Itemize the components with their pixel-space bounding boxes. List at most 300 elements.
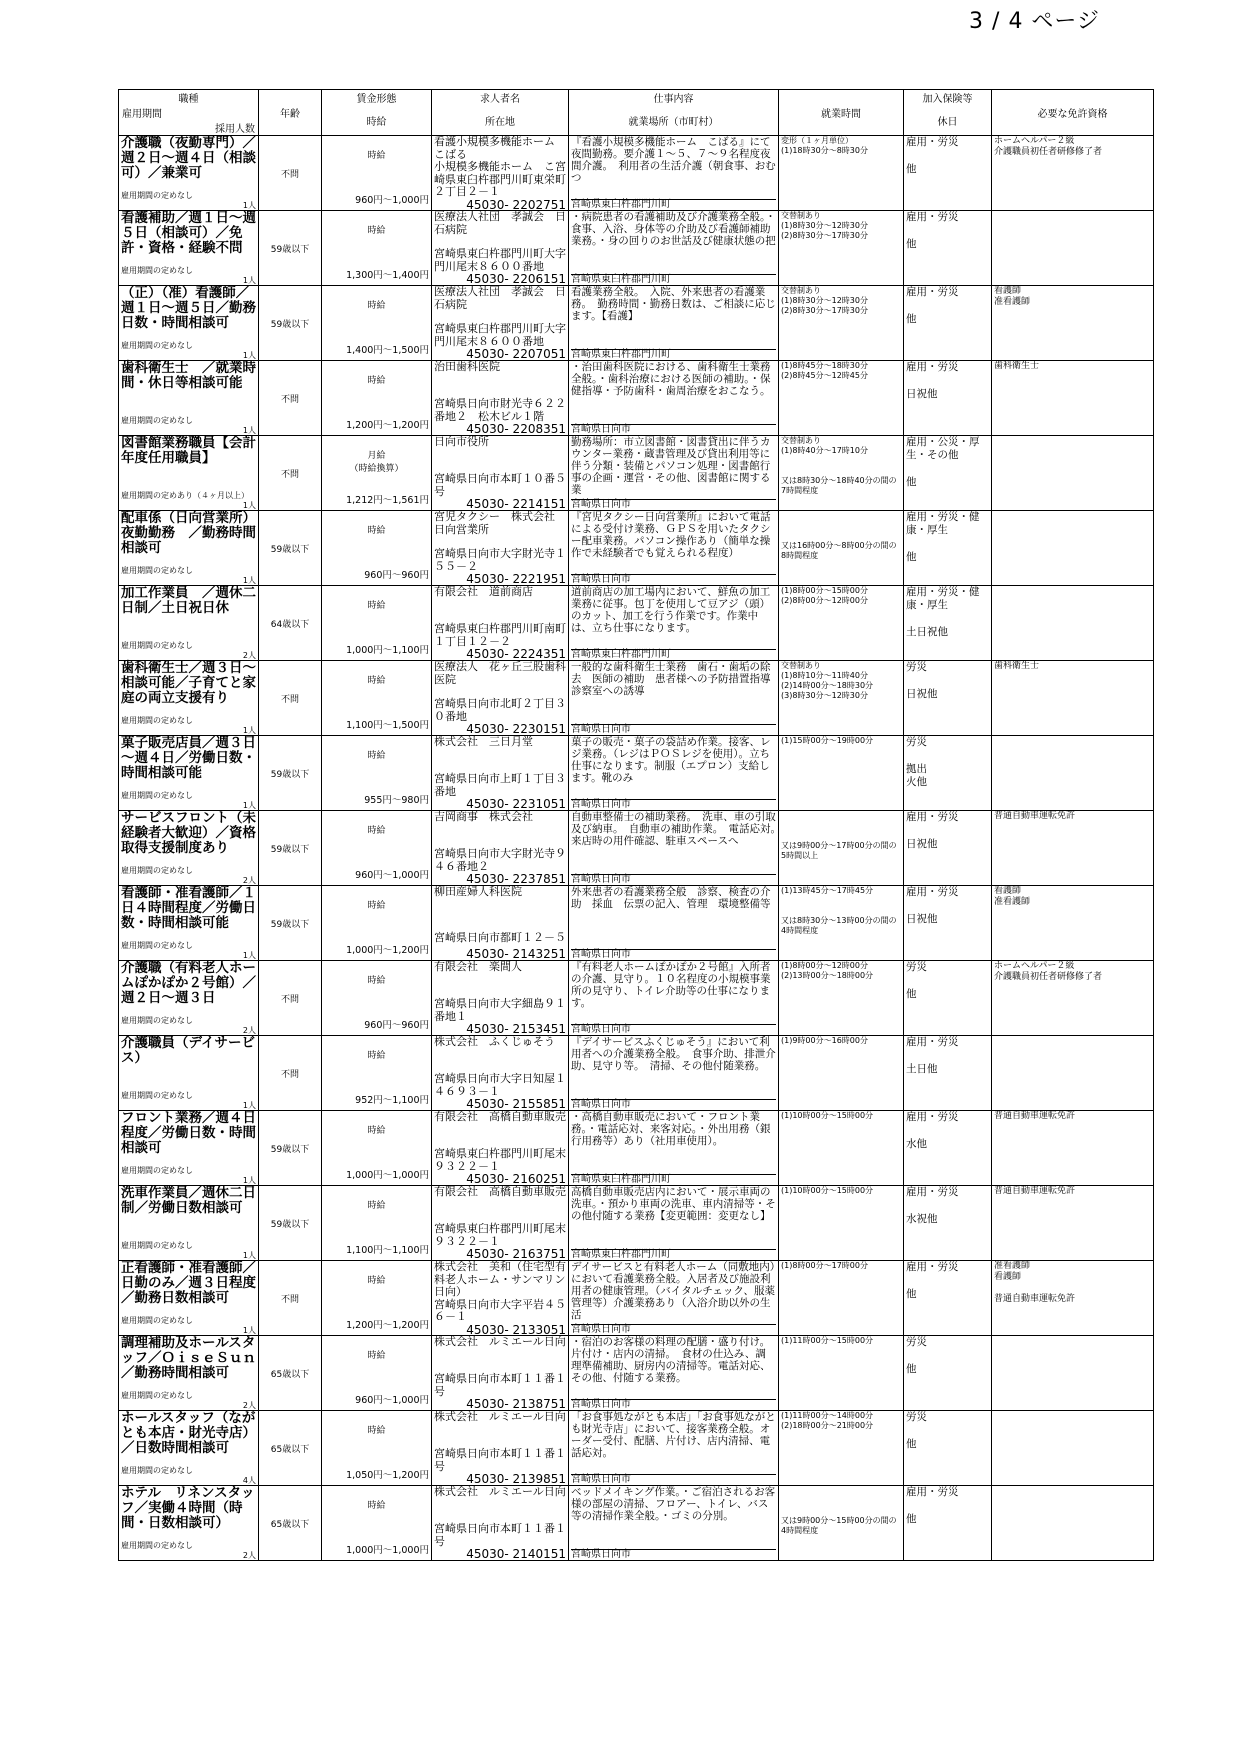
required-license — [992, 1036, 1154, 1111]
hiring-count: 2人 — [242, 1401, 256, 1410]
age-requirement: 65歳以下 — [259, 1336, 322, 1411]
job-content-cell — [569, 1186, 779, 1261]
insurance: 雇用・労災 — [906, 136, 959, 148]
wage-range: 960円～1,000円 — [355, 870, 429, 881]
insurance-cell — [904, 1111, 992, 1186]
header-label: 職種 — [178, 94, 199, 105]
working-hours: (1)8時00分～15時00分 (2)8時00分～12時00分 — [779, 586, 904, 661]
hiring-count: 1人 — [242, 951, 256, 960]
hiring-count: 2人 — [242, 651, 256, 660]
age-requirement: 59歳以下 — [259, 286, 322, 361]
job-number: 45030- 2163751 — [466, 1247, 566, 1261]
holidays: 拠出 火他 — [906, 763, 927, 788]
job-title: 菓子販売店員／週３日～週４日／労働日数・時間相談可能 — [121, 735, 256, 781]
job-description: 高橋自動車販売店内において・展示車両の洗車。・預かり車両の洗車、車内清掃等・その他付随する業務【変更範囲：変更なし】 — [571, 1186, 776, 1222]
job-content-cell — [569, 811, 787, 886]
age-requirement: 59歳以下 — [259, 1111, 322, 1186]
employer-address: 宮崎県日向市大字日知屋１４６９３－１ — [434, 1072, 566, 1098]
holidays: 他 — [906, 551, 917, 563]
insurance: 労災 — [906, 1336, 927, 1348]
employer-cell — [432, 1486, 569, 1561]
job-title: 介護職（有料老人ホームぽかぽか２号館）／週２日～週３日 — [121, 960, 256, 1006]
age-requirement: 不問 — [259, 961, 322, 1036]
employer-cell — [432, 586, 569, 661]
wage-range: 1,000円～1,100円 — [346, 645, 429, 656]
insurance-cell — [904, 736, 992, 811]
job-number: 45030- 2206151 — [466, 272, 566, 286]
holidays: 日祝他 — [906, 838, 938, 850]
wage-cell — [322, 1111, 432, 1186]
insurance-cell — [904, 436, 992, 511]
required-license: 歯科衛生士 — [992, 361, 1154, 436]
insurance: 雇用・労災 — [906, 1261, 959, 1273]
holidays: 他 — [906, 1438, 917, 1450]
employer-address: 宮崎県東臼杵郡門川町大字門川尾末８６００番地 — [434, 247, 566, 273]
job-content-cell — [569, 1486, 779, 1561]
age-requirement: 不問 — [259, 361, 322, 436]
job-number: 45030- 2140151 — [466, 1547, 566, 1561]
job-description: ・治田歯科医院における、歯科衛生士業務全般。・歯科治療における医師の補助。・保健指導・予防歯科・歯周治療をおこなう。 — [571, 361, 771, 397]
job-title: 歯科衛生士／週３日～相談可能／子育てと家庭の両立支援有り — [121, 660, 256, 706]
job-content-cell — [569, 1411, 779, 1486]
job-content-cell — [569, 1036, 779, 1111]
age-requirement: 不問 — [259, 1261, 322, 1336]
age-requirement: 59歳以下 — [259, 511, 322, 586]
employer-name: 医療法人社団 孝誠会 日石病院 — [434, 285, 566, 311]
insurance-cell — [904, 811, 992, 886]
job-title-cell — [119, 286, 259, 361]
working-hours: (1)11時00分～15時00分 — [779, 1336, 904, 1411]
insurance: 雇用・労災 — [906, 1186, 959, 1198]
employer-name: 株式会社 ふくじゅそう — [434, 1035, 555, 1048]
table-row — [119, 1411, 1154, 1486]
job-description: ・宿泊のお客様の料理の配膳・盛り付け。片付け・店内の清掃。 食材の仕込み、調理準備補助、厨房内の清掃等。電話対応、その他、付随する業務。 — [571, 1336, 771, 1384]
job-title: 正看護師・准看護師／日勤のみ／週３日程度／勤務日数相談可 — [121, 1260, 256, 1306]
insurance: 労災 — [906, 961, 927, 973]
employer-name: 治田歯科医院 — [434, 360, 500, 373]
working-hours: (1)13時45分～17時45分 又は8時30分～13時00分の間の4時間程度 — [779, 886, 904, 961]
employer-cell — [432, 1411, 569, 1486]
working-hours: (1)9時00分～16時00分 — [779, 1036, 904, 1111]
wage-range: 960円～960円 — [364, 570, 429, 581]
work-location: 宮崎県日向市 — [571, 724, 776, 735]
wage-type: 時給 — [367, 976, 386, 986]
work-location: 宮崎県東臼杵郡門川町 — [571, 1249, 776, 1260]
table-row — [119, 1261, 1154, 1336]
work-location: 宮崎県東臼杵郡門川町 — [571, 1174, 776, 1185]
insurance-cell — [904, 286, 992, 361]
work-location: 宮崎県東臼杵郡門川町 — [571, 199, 776, 210]
employer-name: 有限会社 高橋自動車販売 — [434, 1185, 566, 1198]
insurance-cell — [904, 1336, 992, 1411]
employer-address: 宮崎県日向市都町１２－５ — [434, 931, 566, 944]
work-location: 宮崎県日向市 — [571, 574, 776, 585]
job-title: 看護師・准看護師／１日４時間程度／労働日数・時間相談可能 — [121, 885, 256, 931]
employer-name: 株式会社 ルミエール日向 — [434, 1335, 566, 1348]
work-location: 宮崎県日向市 — [571, 1549, 776, 1560]
table-row — [119, 211, 1154, 286]
insurance: 雇用・労災・健康・厚生 — [906, 586, 980, 611]
wage-range: 1,000円～1,000円 — [346, 1170, 429, 1181]
table-row — [119, 1111, 1154, 1186]
wage-type: 時給 — [367, 826, 386, 836]
job-number: 45030- 2231051 — [466, 797, 566, 811]
job-content-cell — [569, 661, 779, 736]
insurance-cell — [904, 136, 992, 211]
age-requirement: 65歳以下 — [259, 1486, 322, 1561]
employment-period: 雇用期間の定めあり（４ヶ月以上） — [121, 491, 249, 500]
job-title-cell — [119, 436, 259, 511]
employer-name: 株式会社 ルミエール日向 — [434, 1485, 566, 1498]
hiring-count: 1人 — [242, 1101, 256, 1110]
hiring-count: 1人 — [242, 426, 256, 435]
job-description: ・病院患者の看護補助及び介護業務全般。・食事、入浴、身体等の介助及び看護師補助業務。・身の回りのお世話及び健康状態の把 — [571, 211, 776, 247]
wage-range: 1,212円～1,561円 — [346, 495, 429, 506]
employer-cell — [432, 511, 569, 586]
working-hours: 交替制あり (1)8時40分～17時10分 又は8時30分～18時40分の間の7時間程度 — [779, 436, 904, 511]
wage-range: 1,000円～1,000円 — [346, 1545, 429, 1556]
header-job-title — [119, 90, 259, 136]
table-row — [119, 661, 1154, 736]
employer-address: 宮崎県日向市大字平岩４５６－１ — [434, 1297, 566, 1323]
insurance: 雇用・公災・厚生・その他 — [906, 436, 980, 461]
job-title-cell — [119, 136, 259, 211]
table-row — [119, 1486, 1154, 1561]
job-description: 外来患者の看護業務全般 診察、検査の介助 採血 伝票の記入、管理 環境整備等 — [571, 886, 771, 910]
wage-cell — [322, 811, 432, 886]
job-title: 歯科衛生士 ／就業時間・休日等相談可能 — [121, 360, 256, 391]
job-title-cell — [119, 961, 259, 1036]
hiring-count: 2人 — [242, 1026, 256, 1035]
wage-range: 960円～1,000円 — [355, 1395, 429, 1406]
insurance-cell — [904, 886, 992, 961]
wage-cell — [322, 961, 432, 1036]
required-license — [992, 1411, 1154, 1486]
wage-type: 時給 — [367, 901, 386, 911]
job-title-cell — [119, 1336, 259, 1411]
job-title: 介護職員（デイサービス） — [121, 1035, 256, 1066]
wage-range: 952円～1,100円 — [355, 1095, 429, 1106]
working-hours: 又は9時00分～17時00分の間の5時間以上 — [779, 811, 904, 886]
job-title: 看護補助／週１日～週５日（相談可）／免許・資格・経験不問 — [121, 210, 256, 256]
job-title: 調理補助及ホールスタッフ／ＯｉｓｅＳｕｎ／勤務時間相談可 — [121, 1335, 256, 1381]
table-row — [119, 586, 1154, 661]
required-license — [992, 736, 1154, 811]
working-hours: (1)15時00分～19時00分 — [779, 736, 904, 811]
work-location: 宮崎県東臼杵郡門川町 — [571, 274, 776, 285]
job-title: ホールスタッフ（ながとも本店・財光寺店）／日数時間相談可 — [121, 1410, 256, 1456]
insurance: 雇用・労災 — [906, 886, 959, 898]
job-description: 『有料老人ホームぽかぽか２号館』入所者の介護、見守り。１０名程度の小規模事業所の見守り、トイレ介助等の仕事になります。 — [571, 961, 771, 1009]
age-requirement: 64歳以下 — [259, 586, 322, 661]
holidays: 他 — [906, 1363, 917, 1375]
insurance-cell — [904, 1261, 992, 1336]
wage-type: 時給 — [367, 1126, 386, 1136]
wage-type: 時給 — [367, 601, 386, 611]
wage-type: 時給 — [367, 376, 386, 386]
wage-cell — [322, 1036, 432, 1111]
wage-cell — [322, 736, 432, 811]
hiring-count: 2人 — [242, 1551, 256, 1560]
job-title-cell — [119, 1486, 259, 1561]
insurance-cell — [904, 361, 992, 436]
required-license — [992, 436, 1154, 511]
table-row — [119, 811, 1154, 886]
employer-cell — [432, 1261, 569, 1336]
wage-cell — [322, 361, 432, 436]
work-location: 宮崎県日向市 — [571, 1399, 776, 1410]
employment-period: 雇用期間の定めなし — [121, 1316, 193, 1325]
wage-type: 時給 — [367, 676, 386, 686]
employer-cell — [432, 811, 569, 886]
header-label: 所在地 — [485, 117, 515, 128]
required-license — [992, 1486, 1154, 1561]
hiring-count: 1人 — [242, 801, 256, 810]
required-license: 普通自動車運転免許 — [992, 1111, 1154, 1186]
table-row — [119, 136, 1154, 211]
table-row — [119, 1186, 1154, 1261]
work-location: 宮崎県日向市 — [571, 424, 776, 435]
job-title: （正）（准）看護師／週１日～週５日／勤務日数・時間相談可 — [121, 285, 256, 331]
wage-cell — [322, 286, 432, 361]
job-number: 45030- 2155851 — [466, 1097, 566, 1111]
working-hours: (1)8時00分～17時00分 — [779, 1261, 904, 1336]
employer-cell — [432, 886, 569, 961]
header-label: 休日 — [937, 117, 958, 128]
employer-address: 宮崎県日向市上町１丁目３番地 — [434, 772, 566, 798]
employer-name: 医療法人社団 孝誠会 日石病院 — [434, 210, 566, 236]
table-row — [119, 361, 1154, 436]
insurance-cell — [904, 586, 992, 661]
wage-range: 1,050円～1,200円 — [346, 1470, 429, 1481]
insurance-cell — [904, 1036, 992, 1111]
employer-cell — [432, 661, 569, 736]
wage-cell — [322, 511, 432, 586]
wage-type: 時給 — [367, 1501, 386, 1511]
employer-cell — [432, 136, 569, 211]
job-title: 洗車作業員／週休二日制／労働日数相談可 — [121, 1185, 256, 1216]
employment-period: 雇用期間の定めなし — [121, 941, 193, 950]
employment-period: 雇用期間の定めなし — [121, 416, 193, 425]
hiring-count: 1人 — [242, 1176, 256, 1185]
work-location: 宮崎県日向市 — [571, 1024, 776, 1035]
job-title-cell — [119, 1186, 259, 1261]
job-number: 45030- 2202751 — [466, 197, 566, 212]
employer-address: 宮崎県日向市大字財光寺１５５－２ — [434, 547, 566, 573]
job-description: 菓子の販売・菓子の袋詰め作業。接客、レジ業務。（レジはＰＯＳレジを使用）。立ち仕事になります。制服（エプロン）支給します。靴のみ — [571, 736, 771, 784]
table-row — [119, 736, 1154, 811]
work-location: 宮崎県日向市 — [571, 499, 776, 510]
header-insurance — [904, 90, 992, 136]
wage-type: 時給 — [367, 1351, 386, 1361]
header-license: 必要な免許資格 — [992, 90, 1154, 136]
job-description: 「お食事処ながとも本店」「お食事処ながとも財光寺店」において、接客業務全般。オーダー受付、配膳、片付け、店内清掃、電話応対。 — [571, 1411, 776, 1459]
job-description: デイサービスと有料老人ホーム（同敷地内）において看護業務全般。入居者及び施設利用者の健康管理。（バイタルチェック、服薬管理等）介護業務あり（入浴介助以外の生活 — [571, 1261, 776, 1321]
header-label: 採用人数 — [215, 124, 255, 135]
job-listings-table — [118, 89, 1154, 1561]
job-content-cell — [569, 1261, 779, 1336]
wage-type: 時給 — [367, 751, 386, 761]
table-row — [119, 1036, 1154, 1111]
age-requirement: 不問 — [259, 436, 322, 511]
header-job-content — [569, 90, 779, 136]
job-number: 45030- 2224351 — [466, 647, 566, 661]
required-license — [992, 586, 1154, 661]
working-hours: (1)8時45分～18時30分 (2)8時45分～12時45分 — [779, 361, 904, 436]
job-content-cell — [569, 136, 779, 211]
working-hours: (1)11時00分～14時00分 (2)18時00分～21時00分 — [779, 1411, 904, 1486]
holidays: 水他 — [906, 1138, 927, 1150]
employer-address: 宮崎県日向市本町１１番１号 — [434, 1522, 566, 1548]
wage-cell — [322, 1411, 432, 1486]
table-row — [119, 436, 1154, 511]
wage-range: 1,100円～1,500円 — [346, 720, 429, 731]
employer-cell — [432, 1111, 569, 1186]
employer-address: 宮崎県日向市大字細島９１番地１ — [434, 997, 566, 1023]
wage-cell — [322, 1186, 432, 1261]
holidays: 水祝他 — [906, 1213, 938, 1225]
working-hours: 又は16時00分～8時00分の間の8時間程度 — [779, 511, 904, 586]
page-number: 3 / 4 ページ — [969, 9, 1100, 34]
employer-cell — [432, 436, 569, 511]
work-location: 宮崎県日向市 — [571, 1324, 776, 1335]
job-description: 『看護小規模多機能ホーム こばる』にて夜間勤務。要介護１～５、７～９名程度夜間介護。 利用者の生活介護（朝食事、おむつ — [571, 136, 776, 184]
job-description: 自動車整備士の補助業務。 洗車、車の引取及び納車。 自動車の補助作業。 電話応対。 来店時の用件確認、駐車スペースへ — [571, 811, 787, 847]
job-number: 45030- 2133051 — [466, 1322, 566, 1337]
employment-period: 雇用期間の定めなし — [121, 566, 193, 575]
job-content-cell — [569, 1336, 779, 1411]
employer-address: 宮崎県東臼杵郡門川町南町１丁目１２－２ — [434, 622, 566, 648]
insurance-cell — [904, 211, 992, 286]
insurance: 労災 — [906, 1411, 927, 1423]
employer-name: 看護小規模多機能ホーム こばる — [434, 135, 566, 161]
job-number: 45030- 2143251 — [466, 947, 566, 961]
holidays: 土日祝他 — [906, 626, 948, 638]
employer-cell — [432, 736, 569, 811]
wage-range: 1,400円～1,500円 — [346, 345, 429, 356]
wage-type: 時給 — [367, 301, 386, 311]
age-requirement: 59歳以下 — [259, 736, 322, 811]
wage-cell — [322, 586, 432, 661]
wage-range: 1,000円～1,200円 — [346, 945, 429, 956]
wage-type: 時給 — [367, 526, 386, 536]
employer-address: 宮崎県日向市本町１１番１号 — [434, 1372, 566, 1398]
job-title-cell — [119, 1111, 259, 1186]
holidays: 他 — [906, 1513, 917, 1525]
wage-cell — [322, 136, 432, 211]
job-number: 45030- 2138751 — [466, 1397, 566, 1411]
holidays: 日祝他 — [906, 388, 938, 400]
employer-address: 宮崎県日向市大字財光寺９４６番地２ — [434, 847, 566, 873]
employer-address: 宮崎県日向市本町１１番１号 — [434, 1447, 566, 1473]
employer-name: 医療法人 花ヶ丘三股歯科医院 — [434, 660, 566, 686]
employment-period: 雇用期間の定めなし — [121, 266, 193, 275]
employer-cell — [432, 1186, 569, 1261]
required-license: 歯科衛生士 — [992, 661, 1154, 736]
wage-type: 時給 — [367, 1201, 386, 1211]
required-license — [992, 211, 1154, 286]
job-title-cell — [119, 361, 259, 436]
job-title-cell — [119, 211, 259, 286]
job-title: 配車係（日向営業所）夜勤勤務 ／勤務時間相談可 — [121, 510, 256, 556]
required-license: 看護師 准看護師 — [992, 286, 1154, 361]
employer-name: 有限会社 道前商店 — [434, 585, 533, 598]
employer-name: 宮児タクシー 株式会社 日向営業所 — [434, 510, 566, 536]
insurance-cell — [904, 1411, 992, 1486]
header-label: 就業場所（市町村） — [628, 117, 719, 128]
age-requirement: 59歳以下 — [259, 211, 322, 286]
hiring-count: 1人 — [242, 201, 256, 210]
insurance-cell — [904, 961, 992, 1036]
header-label: 賃金形態 — [356, 94, 397, 105]
employer-address: 小規模多機能ホーム こ宮崎県東臼杵郡門川町東栄町２丁目２－１ — [434, 160, 566, 198]
employer-name: 有限会社 楽間人 — [434, 960, 522, 973]
age-requirement: 59歳以下 — [259, 886, 322, 961]
insurance: 雇用・労災 — [906, 286, 959, 298]
employment-period: 雇用期間の定めなし — [121, 1016, 193, 1025]
job-title: ホテル リネンスタッフ／実働４時間（時間・日数相談可） — [121, 1485, 255, 1531]
required-license: 看護師 准看護師 — [992, 886, 1154, 961]
wage-range: 1,300円～1,400円 — [346, 270, 429, 281]
job-title-cell — [119, 886, 259, 961]
holidays: 他 — [906, 238, 917, 250]
employment-period: 雇用期間の定めなし — [121, 191, 193, 200]
employer-address: 宮崎県東臼杵郡門川町尾末９３２２－１ — [434, 1222, 566, 1248]
wage-range: 1,200円～1,200円 — [346, 420, 429, 431]
job-description: 一般的な歯科衛生士業務 歯石・歯垢の除去 医師の補助 患者様への予防措置指導 診察室への誘導 — [571, 661, 781, 697]
job-number: 45030- 2153451 — [466, 1022, 566, 1036]
wage-type: 時給 — [367, 1276, 386, 1286]
work-location: 宮崎県日向市 — [571, 874, 776, 885]
job-title-cell — [119, 736, 259, 811]
insurance-cell — [904, 1186, 992, 1261]
job-content-cell — [569, 586, 779, 661]
table-row — [119, 1336, 1154, 1411]
working-hours: 交替制あり (1)8時10分～11時40分 (2)14時00分～18時30分 (3)8時30分～12時30分 — [779, 661, 904, 736]
employer-address: 宮崎県東臼杵郡門川町大字門川尾末８６００番地 — [434, 322, 566, 348]
wage-cell — [322, 1261, 432, 1336]
wage-type: 時給 — [367, 226, 386, 236]
employment-period: 雇用期間の定めなし — [121, 791, 193, 800]
wage-type: 月給 （時給換算） — [349, 451, 404, 474]
hiring-count: 1人 — [242, 726, 256, 735]
header-label: 求人者名 — [480, 94, 520, 105]
job-description: 看護業務全般。 入院、外来患者の看護業務。 勤務時間・勤務日数は、ご相談に応じます。【看護】 — [571, 286, 776, 322]
job-description: 『デイサービスふくじゅそう』において利用者への介護業務全般。 食事介助、排泄介助、見守り等。 清掃、その他付随業務。 — [571, 1036, 776, 1072]
insurance: 労災 — [906, 661, 927, 673]
employer-name: 吉岡商事 株式会社 — [434, 810, 533, 823]
required-license: ホームヘルパー２級 介護職員初任者研修修了者 — [992, 136, 1154, 211]
working-hours: 変形（１ヶ月単位） (1)18時30分～8時30分 — [779, 136, 904, 211]
job-number: 45030- 2207051 — [466, 347, 566, 361]
job-title: 介護職（夜勤専門）／週２日～週４日（相談可）／兼業可 — [121, 135, 256, 181]
hiring-count: 4人 — [242, 1476, 256, 1485]
job-number: 45030- 2214151 — [466, 497, 566, 511]
employer-address: 宮崎県東臼杵郡門川町尾末９３２２－１ — [434, 1147, 566, 1173]
table-row — [119, 961, 1154, 1036]
employer-address: 宮崎県日向市本町１０番５号 — [434, 472, 566, 498]
insurance: 雇用・労災 — [906, 361, 959, 373]
working-hours: (1)10時00分～15時00分 — [779, 1111, 904, 1186]
job-title: 加工作業員 ／週休二日制／土日祝日休 — [121, 585, 256, 616]
job-title-cell — [119, 1411, 259, 1486]
job-content-cell — [569, 286, 779, 361]
employment-period: 雇用期間の定めなし — [121, 1166, 193, 1175]
job-content-cell — [569, 511, 779, 586]
age-requirement: 不問 — [259, 1036, 322, 1111]
employment-period: 雇用期間の定めなし — [121, 1091, 193, 1100]
job-title-cell — [119, 811, 259, 886]
